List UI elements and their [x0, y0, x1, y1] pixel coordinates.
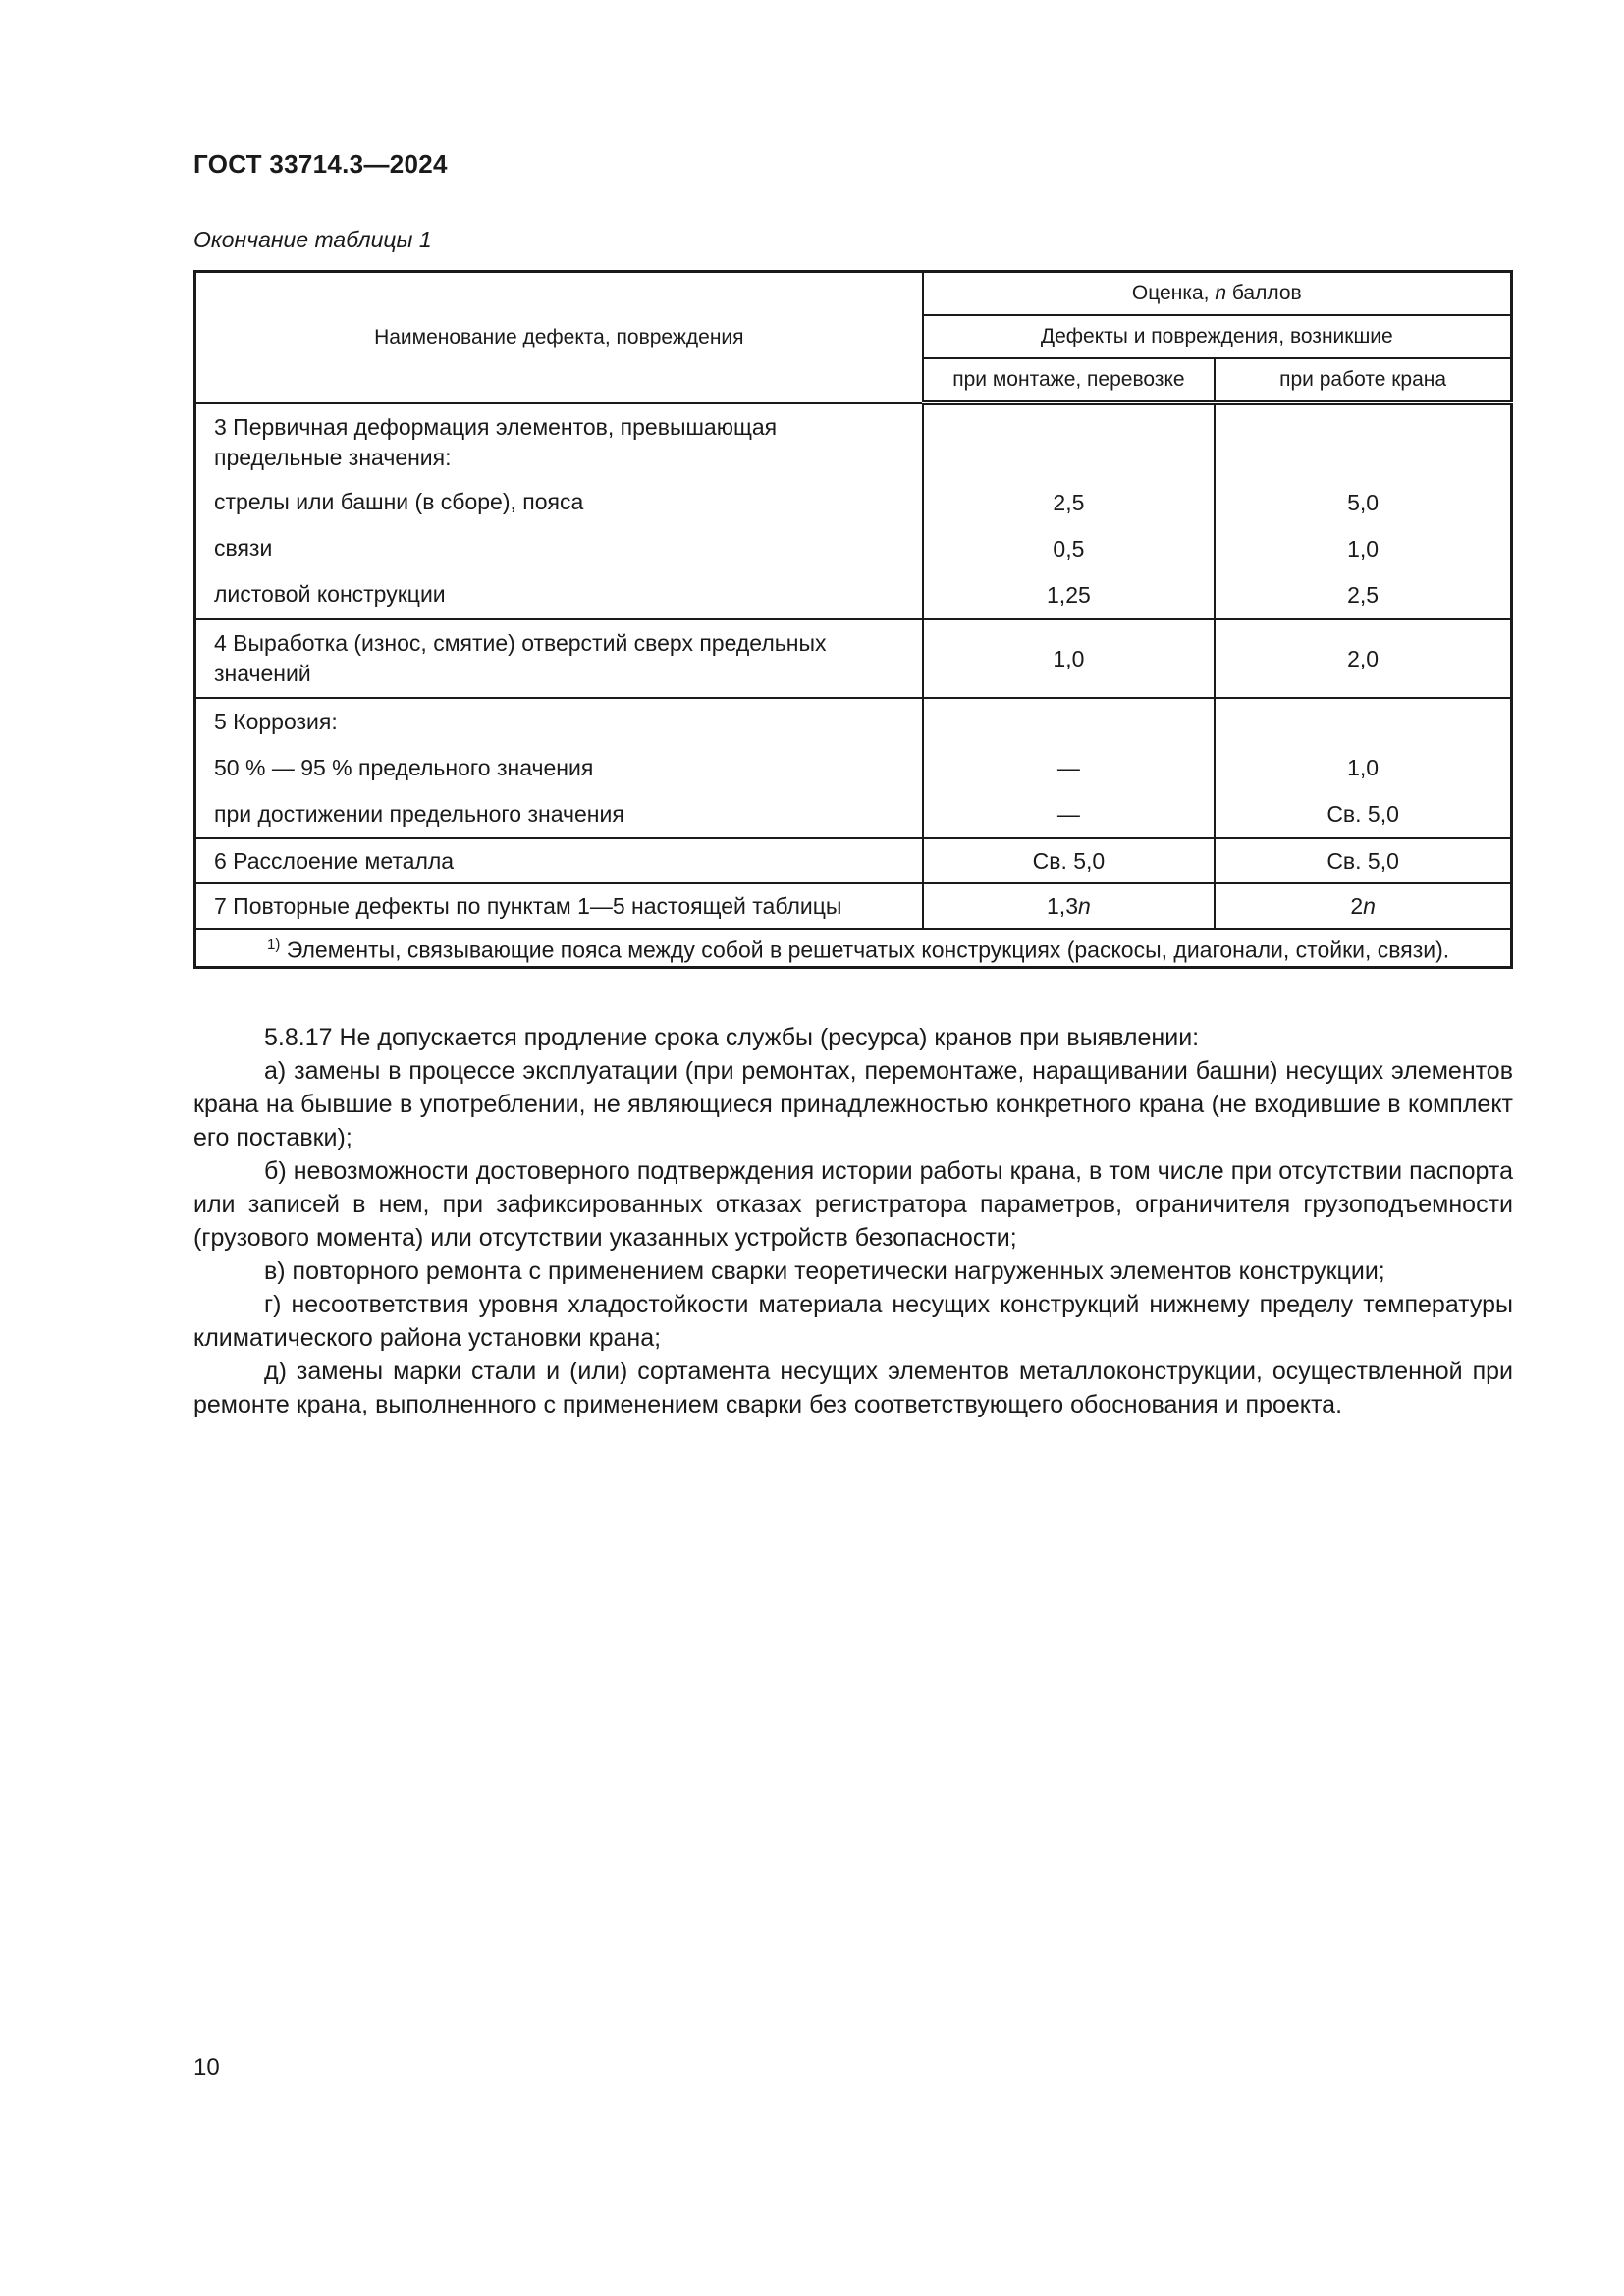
score-variable: n	[1078, 892, 1091, 919]
row-label	[195, 619, 923, 698]
sub-row-label: связи	[214, 535, 273, 561]
header-score-variable: n	[1215, 282, 1227, 304]
score-value: —	[1056, 801, 1080, 827]
mounting-values	[923, 403, 1216, 620]
score-value: 2,5	[1347, 582, 1380, 608]
header-score-suffix: баллов	[1226, 282, 1302, 304]
score-variable: n	[1363, 892, 1376, 919]
score-value: 1,0	[1347, 755, 1380, 780]
row-label	[195, 883, 923, 929]
score-value: Св. 5,0	[1215, 838, 1511, 883]
score-number: 1,3	[1047, 892, 1078, 919]
row-title: 3 Первичная деформация элементов, превышающая предельные значения:	[214, 414, 778, 471]
row-label-text: 7 Повторные дефекты по пунктам 1—5 настоящей таблицы	[214, 893, 842, 919]
row-label	[195, 698, 923, 838]
score-value	[923, 883, 1216, 929]
sub-row-label: 50 % — 95 % предельного значения	[214, 755, 594, 780]
paragraph: б) невозможности достоверного подтверждения истории работы крана, в том числе при отсутствии паспорта или записей в нем, при зафиксированных отказах регистратора параметров, ограничителя грузоподъемности (грузового момента) или отсутствии указанных устройств безопасности;	[193, 1157, 1513, 1252]
table-row	[195, 883, 1512, 929]
table-row	[195, 403, 1512, 620]
operation-values	[1215, 403, 1511, 620]
score-number: 2	[1350, 892, 1364, 919]
row-label-text: 4 Выработка (износ, смятие) отверстий сверх предельных значений	[214, 630, 827, 686]
score-value: Св. 5,0	[923, 838, 1216, 883]
header-score	[923, 272, 1512, 316]
row-label	[195, 838, 923, 883]
score-value: 2,5	[1053, 490, 1085, 515]
row-label-text: 6 Расслоение металла	[214, 848, 455, 874]
table-row	[195, 838, 1512, 883]
score-value: 0,5	[1053, 536, 1085, 561]
defects-table	[193, 270, 1513, 969]
mounting-values	[923, 698, 1216, 838]
score-value: 5,0	[1347, 490, 1380, 515]
operation-values	[1215, 698, 1511, 838]
table-header-row	[195, 272, 1512, 316]
header-mounting: при монтаже, перевозке	[923, 358, 1216, 403]
row-title: 5 Коррозия:	[214, 709, 338, 734]
table-row	[195, 698, 1512, 838]
score-value: 1,25	[1047, 582, 1091, 608]
header-defect-name: Наименование дефекта, повреждения	[195, 272, 923, 403]
row-label	[195, 403, 923, 620]
score-value: —	[1056, 755, 1080, 780]
table-footnote-row	[195, 929, 1512, 967]
paragraph: а) замены в процессе эксплуатации (при ремонтах, перемонтаже, наращивании башни) несущих элементов крана на бывшие в употреблении, не являющиеся принадлежностью конкретного крана (не входившие в комплект его поставки);	[193, 1057, 1513, 1151]
sub-row-label: при достижении предельного значения	[214, 801, 624, 827]
document-code: ГОСТ 33714.3—2024	[193, 149, 448, 179]
footnote-text: Элементы, связывающие пояса между собой в решетчатых конструкциях (раскосы, диагонали, стойки, связи).	[280, 936, 1450, 963]
page-number: 10	[193, 2055, 220, 2081]
paragraph: г) несоответствия уровня хладостойкости материала несущих конструкций нижнему пределу температуры климатического района установки крана;	[193, 1291, 1513, 1352]
table-caption: Окончание таблицы 1	[193, 227, 432, 252]
header-defect-group: Дефекты и повреждения, возникшие	[923, 315, 1512, 358]
paragraph: 5.8.17 Не допускается продление срока службы (ресурса) кранов при выявлении:	[264, 1024, 1200, 1051]
score-value: 1,0	[923, 619, 1216, 698]
paragraph: д) замены марки стали и (или) сортамента несущих элементов металлоконструкции, осуществленной при ремонте крана, выполненного с применением сварки без соответствующего обоснования и проекта.	[193, 1358, 1513, 1418]
header-operation: при работе крана	[1215, 358, 1511, 403]
score-value: 1,0	[1347, 536, 1380, 561]
footnote-mark: 1)	[267, 936, 281, 953]
header-score-prefix: Оценка,	[1131, 282, 1216, 304]
sub-row-label: листовой конструкции	[214, 581, 446, 608]
table-footnote	[195, 929, 1512, 967]
body-text	[193, 1021, 1513, 1421]
score-value: 2,0	[1215, 619, 1511, 698]
sub-row-label: стрелы или башни (в сборе), пояса	[214, 489, 584, 515]
paragraph: в) повторного ремонта с применением сварки теоретически нагруженных элементов конструкции;	[264, 1257, 1385, 1285]
table-row	[195, 619, 1512, 698]
score-value: Св. 5,0	[1326, 801, 1399, 827]
score-value	[1215, 883, 1511, 929]
